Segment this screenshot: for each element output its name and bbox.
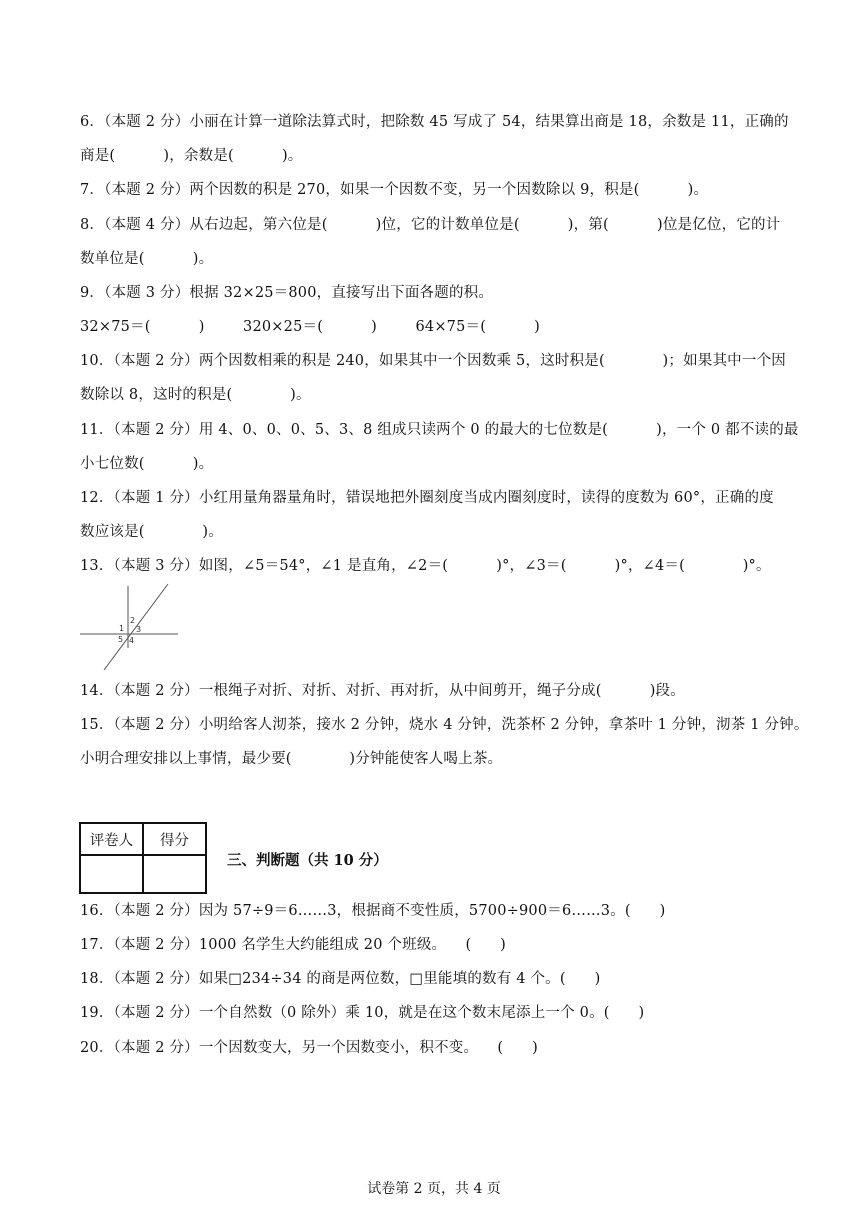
question-8-line1: 8．（本题 4 分）从右边起，第六位是( )位，它的计数单位是( )，第( )位是亿位，它的计 (80, 217, 781, 233)
question-11-line2: 小七位数( )。 (80, 456, 214, 472)
grader-header: 评卷人 (80, 823, 143, 855)
section-title: 三、判断题（共 10 分） (227, 852, 388, 869)
question-8-line2: 数单位是( )。 (80, 251, 214, 267)
angle-label-5: 5 (118, 635, 124, 644)
question-12-line2: 数应该是( )。 (80, 524, 223, 540)
question-12-line1: 12．（本题 1 分）小红用量角器量角时，错误地把外圈刻度当成内圈刻度时，读得的度数为 60°，正确的度 (80, 490, 774, 506)
question-16: 16．（本题 2 分）因为 57÷9＝6……3，根据商不变性质，5700÷900＝6……3。( ) (80, 903, 666, 919)
page-footer: 试卷第 2 页，共 4 页 (367, 1181, 501, 1197)
question-10-line1: 10．（本题 2 分）两个因数相乘的积是 240，如果其中一个因数乘 5，这时积是( )；如果其中一个因 (80, 353, 786, 369)
score-header: 得分 (143, 823, 206, 855)
question-17: 17．（本题 2 分）1000 名学生大约能组成 20 个班级。 ( ) (80, 937, 507, 953)
angle-label-2: 2 (130, 616, 136, 625)
question-18: 18．（本题 2 分）如果□234÷34 的商是两位数，□里能填的数有 4 个。( ) (80, 971, 601, 987)
grader-score-table (79, 822, 207, 894)
question-7: 7．（本题 2 分）两个因数的积是 270，如果一个因数不变，另一个因数除以 9，积是( )。 (80, 182, 709, 198)
question-20: 20．（本题 2 分）一个因数变大，另一个因数变小，积不变。 ( ) (80, 1040, 538, 1056)
question-6-line2: 商是( )，余数是( )。 (80, 148, 303, 164)
score-cell[interactable] (143, 855, 206, 893)
question-10-line2: 数除以 8，这时的积是( )。 (80, 387, 311, 403)
angle-label-3: 3 (136, 625, 142, 634)
question-11-line1: 11．（本题 2 分）用 4、0、0、0、5、3、8 组成只读两个 0 的最大的七位数是( )，一个 0 都不读的最 (80, 422, 799, 438)
angle-diagram (78, 582, 182, 672)
question-6-line1: 6．（本题 2 分）小丽在计算一道除法算式时，把除数 45 写成了 54，结果算出商是 18，余数是 11，正确的 (80, 114, 789, 130)
angle-label-1: 1 (119, 624, 125, 633)
question-14: 14．（本题 2 分）一根绳子对折、对折、对折、再对折，从中间剪开，绳子分成( )段。 (80, 683, 685, 699)
question-13: 13．（本题 3 分）如图，∠5＝54°，∠1 是直角，∠2＝( )°，∠3＝( )°，∠4＝( )°。 (80, 558, 771, 574)
grader-cell[interactable] (80, 855, 143, 893)
question-9: 9．（本题 3 分）根据 32×25＝800，直接写出下面各题的积。 (80, 285, 494, 301)
question-15-line1: 15．（本题 2 分）小明给客人沏茶，接水 2 分钟，烧水 4 分钟，洗茶杯 2 分钟，拿茶叶 1 分钟，沏茶 1 分钟。 (80, 717, 809, 733)
question-15-line2: 小明合理安排以上事情，最少要( )分钟能使客人喝上茶。 (80, 751, 503, 767)
question-19: 19．（本题 2 分）一个自然数（0 除外）乘 10，就是在这个数末尾添上一个 0。( ) (80, 1005, 645, 1021)
angle-label-4: 4 (129, 636, 135, 645)
question-9-items: 32×75＝( ) 320×25＝( ) 64×75＝( ) (80, 319, 541, 335)
